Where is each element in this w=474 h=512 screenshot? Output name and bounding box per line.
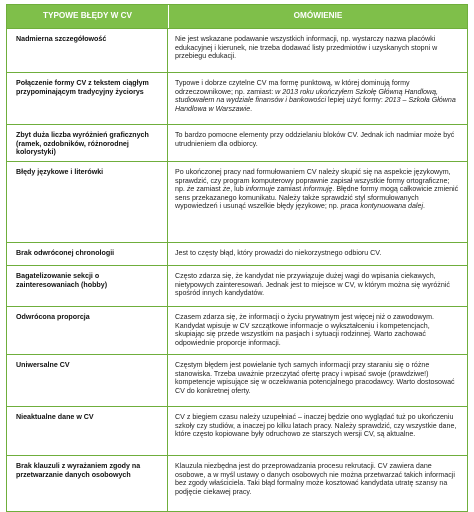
description-text: Typowe i dobrze czytelne CV ma formę punktową, w której dominują formy odrzeczownikowe; np. zamiast: [175, 79, 410, 96]
table-row [7, 124, 467, 161]
description-text: Częstym błędem jest powielanie tych samych informacji przy staraniu się o różne stanowiska. Trzeba uważnie przeczytać ofertę pracy i wpisać swoje (prawdziwe!) kompetencje wpisujące się w oczekiwania potencjalnego pracodawcy. Warto dostosować CV do konkretnej oferty. [175, 361, 455, 395]
description-text: lepiej użyć formy: [326, 96, 385, 105]
error-description [168, 407, 467, 455]
example-text: informuje [245, 185, 275, 194]
error-description [168, 29, 467, 72]
description-text: Po ukończonej pracy nad formułowaniem CV należy skupić się na aspekcie językowym, sprawdzić, czy program komputerowy poprawnie zapisał wszystkie formy ortograficzne; np. [175, 168, 451, 194]
table-row [7, 28, 467, 72]
error-description [168, 162, 467, 242]
table-row [7, 354, 467, 406]
error-name: Odwrócona proporcja [7, 307, 168, 354]
error-name: Nieaktualne dane w CV [7, 407, 168, 455]
error-name: Zbyt duża liczba wyróżnień graficznych (ramek, ozdobników, różnorodnej kolorystyki) [7, 125, 168, 161]
error-description [168, 243, 467, 265]
error-description [168, 73, 467, 124]
header-errors: TYPOWE BŁĘDY W CV [7, 5, 169, 28]
example-text: w 2013 roku ukończyłem Szkołę Główną Handlową, studiowałem na wydziale finansów i bankowości [175, 87, 439, 105]
error-name: Brak klauzuli z wyrażaniem zgody na przetwarzanie danych osobowych [7, 456, 168, 511]
table-row [7, 242, 467, 265]
description-text: CV z biegiem czasu należy uzupełniać – inaczej będzie ono wyglądać tuż po ukończeniu szkoły czy studiów, a inaczej po kilku latach pracy. Należy sprawdzić, czy wszystkie dane, które często kopiowane były odruchowo ze starszych wersji CV, są aktualne. [175, 413, 457, 439]
table-row [7, 161, 467, 242]
description-text: To bardzo pomocne elementy przy oddzielaniu bloków CV. Jednak ich nadmiar może być utrudnieniem dla odbiorcy. [175, 131, 455, 148]
error-description [168, 355, 467, 406]
table-header [7, 5, 467, 28]
example-text: że [186, 185, 195, 194]
example-text: informuję [303, 185, 333, 194]
table-row [7, 455, 467, 511]
description-text: zamiast [194, 185, 223, 194]
example-text: że [222, 185, 231, 194]
table-body [7, 28, 467, 511]
table-row [7, 406, 467, 455]
example-text: 2013 – Szkoła Główna Handlowa w Warszawie [175, 96, 456, 113]
description-text: . [423, 202, 426, 211]
table-row [7, 306, 467, 354]
description-text: Nie jest wskazane podawanie wszystkich informacji, np. wystarczy nazwa placówki edukacyjnej i kierunek, nie trzeba dodawać listy przedmiotów i uzyskanych stopni w przebiegu edukacji. [175, 35, 438, 61]
error-description [168, 266, 467, 306]
table-row [7, 265, 467, 306]
description-text: Jest to częsty błąd, który prowadzi do niekorzystnego odbioru CV. [175, 249, 382, 257]
error-description [168, 307, 467, 354]
error-name: Bagatelizowanie sekcji o zainteresowaniach (hobby) [7, 266, 168, 306]
example-text: praca kontynuowana dalej [340, 202, 424, 211]
error-name: Połączenie formy CV z tekstem ciągłym przypominającym tradycyjny życiorys [7, 73, 168, 124]
errors-table [6, 4, 468, 512]
error-name: Nadmierna szczegółowość [7, 29, 168, 72]
error-name: Błędy językowe i literówki [7, 162, 168, 242]
table-row [7, 72, 467, 124]
description-text: , lub [230, 185, 246, 194]
header-discussion: OMÓWIENIE [293, 11, 343, 21]
error-description [168, 125, 467, 161]
description-text: Klauzula niezbędna jest do przeprowadzania procesu rekrutacji. CV zawiera dane osobowe, a w myśl ustawy o danych osobowych nie można przetwarzać takich informacji bez zgody właściciela. Taki błąd formalny może kosztować kandydata utratę szansy na podjęcie ciekawej pracy. [175, 462, 455, 496]
error-description [168, 456, 467, 511]
description-text: Czasem zdarza się, że informacji o życiu prywatnym jest więcej niż o zawodowym. Kandydat wpisuje w CV szczątkowe informacje o wykształceniu i kompetencjach, skupiając się przede wszystkim na pasjach i sytuacji rodzinnej. Warto zachować odpowiednie proporcje informacji. [175, 313, 435, 347]
description-text: zamiast [274, 185, 304, 194]
description-text: Często zdarza się, że kandydat nie przywiązuje dużej wagi do wpisania ciekawych, nietypowych zainteresowań. Jednak jest to miejsce w CV, w którym można się wyróżnić spośród innych kandydatów. [175, 272, 450, 298]
error-name: Brak odwróconej chronologii [7, 243, 168, 265]
description-text: . [250, 104, 253, 113]
error-name: Uniwersalne CV [7, 355, 168, 406]
description-text: . Błędne formy mogą całkowicie zmienić sens przekazanego komunikatu. Należy także sprawdzić styl sformułowanych wypowiedzeń i usunąć wszelkie błędy językowe; np. [175, 185, 459, 211]
